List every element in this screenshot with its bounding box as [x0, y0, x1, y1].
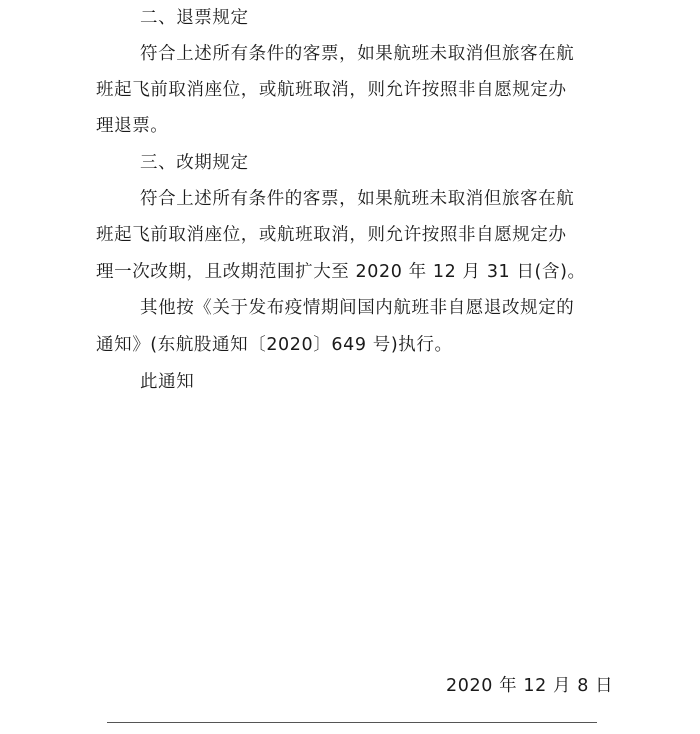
- paragraph-line: 理退票。: [96, 116, 169, 136]
- paragraph-line: 符合上述所有条件的客票，如果航班未取消但旅客在航: [140, 189, 575, 209]
- paragraph-line: 符合上述所有条件的客票，如果航班未取消但旅客在航: [140, 44, 575, 64]
- paragraph-line: 班起飞前取消座位，或航班取消，则允许按照非自愿规定办: [96, 225, 567, 245]
- section-heading-reschedule: 三、改期规定: [140, 153, 249, 173]
- paragraph-line: 其他按《关于发布疫情期间国内航班非自愿退改规定的: [140, 298, 575, 318]
- closing-text: 此通知: [140, 372, 195, 392]
- paragraph-line: 通知》(东航股通知〔2020〕649 号)执行。: [96, 335, 453, 355]
- section-heading-refund: 二、退票规定: [140, 8, 249, 28]
- document-date: 2020 年 12 月 8 日: [446, 676, 614, 696]
- footer-divider: [107, 722, 597, 723]
- paragraph-line: 理一次改期，且改期范围扩大至 2020 年 12 月 31 日(含)。: [96, 262, 586, 282]
- paragraph-line: 班起飞前取消座位，或航班取消，则允许按照非自愿规定办: [96, 80, 567, 100]
